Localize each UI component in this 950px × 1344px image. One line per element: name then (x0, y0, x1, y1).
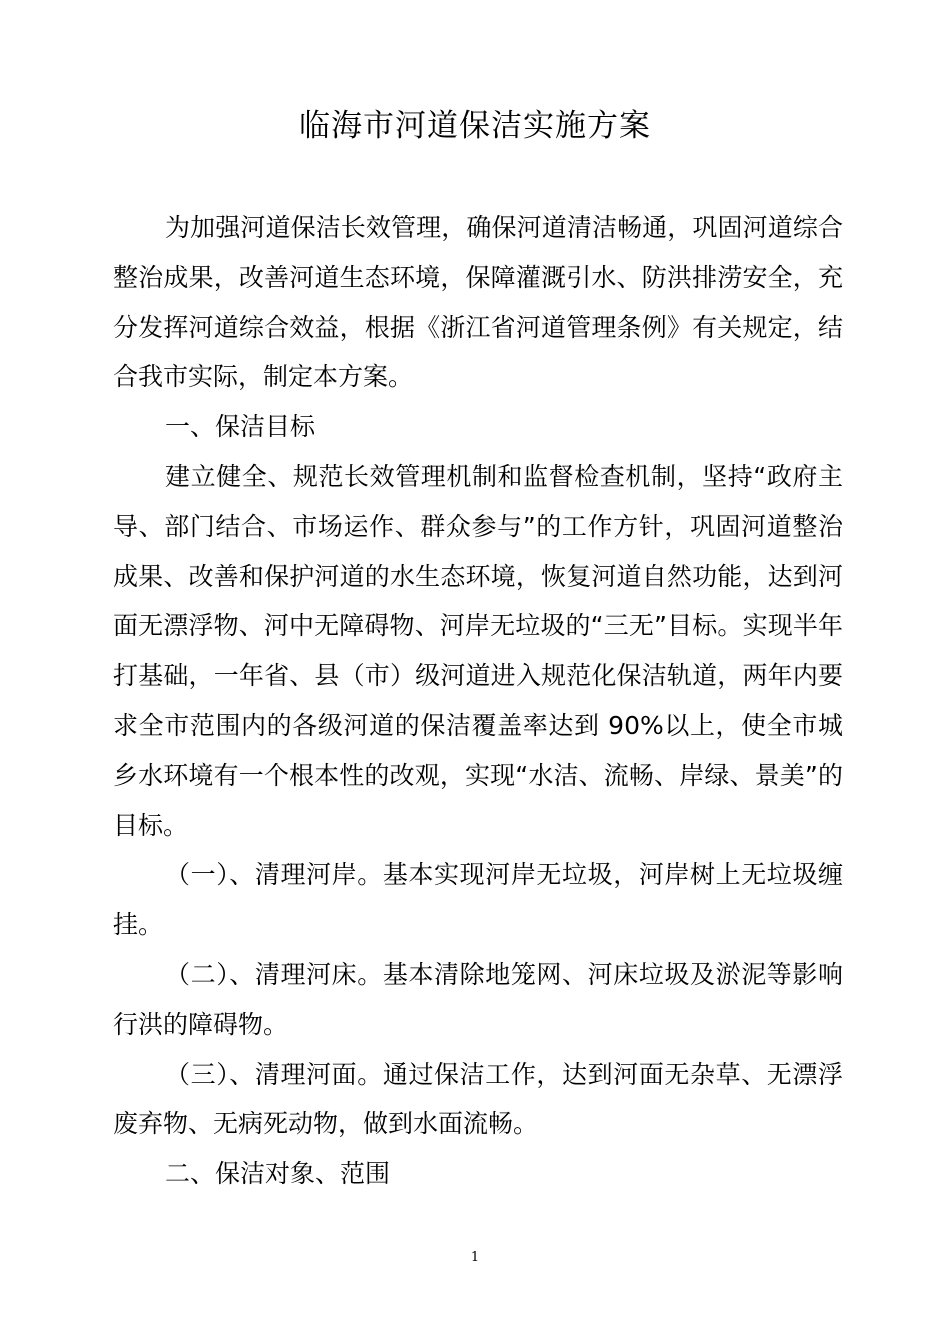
item-clean-riverbank: （一）、清理河岸。基本实现河岸无垃圾，河岸树上无垃圾缠挂。 (113, 860, 843, 940)
page-number: 1 (470, 1250, 480, 1265)
section-heading-goals: 一、保洁目标 (165, 412, 316, 442)
goals-paragraph: 建立健全、规范长效管理机制和监督检查机制，坚持“政府主导、部门结合、市场运作、群众参与”的工作方针，巩固河道整治成果、改善和保护河道的水生态环境，恢复河道自然功能，达到河面无漂浮物、河中无障碍物、河岸无垃圾的“三无”目标。实现半年打基础，一年省、县（市）级河道进入规范化保洁轨道，两年内要求全市范围内的各级河道的保洁覆盖率达到 90%以上，使全市城乡水环境有一个根本性的改观，实现“水洁、流畅、岸绿、景美”的目标。 (113, 461, 843, 840)
document-body (113, 203, 843, 1199)
document-title: 临海市河道保洁实施方案 (299, 108, 651, 144)
intro-paragraph: 为加强河道保洁长效管理，确保河道清洁畅通，巩固河道综合整治成果，改善河道生态环境，保障灌溉引水、防洪排涝安全，充分发挥河道综合效益，根据《浙江省河道管理条例》有关规定，结合我市实际，制定本方案。 (113, 213, 843, 392)
item-clean-river-surface: （三）、清理河面。通过保洁工作，达到河面无杂草、无漂浮废弃物、无病死动物，做到水面流畅。 (113, 1059, 843, 1139)
section-heading-scope: 二、保洁对象、范围 (165, 1159, 391, 1189)
item-clean-riverbed: （二）、清理河床。基本清除地笼网、河床垃圾及淤泥等影响行洪的障碍物。 (113, 959, 843, 1039)
